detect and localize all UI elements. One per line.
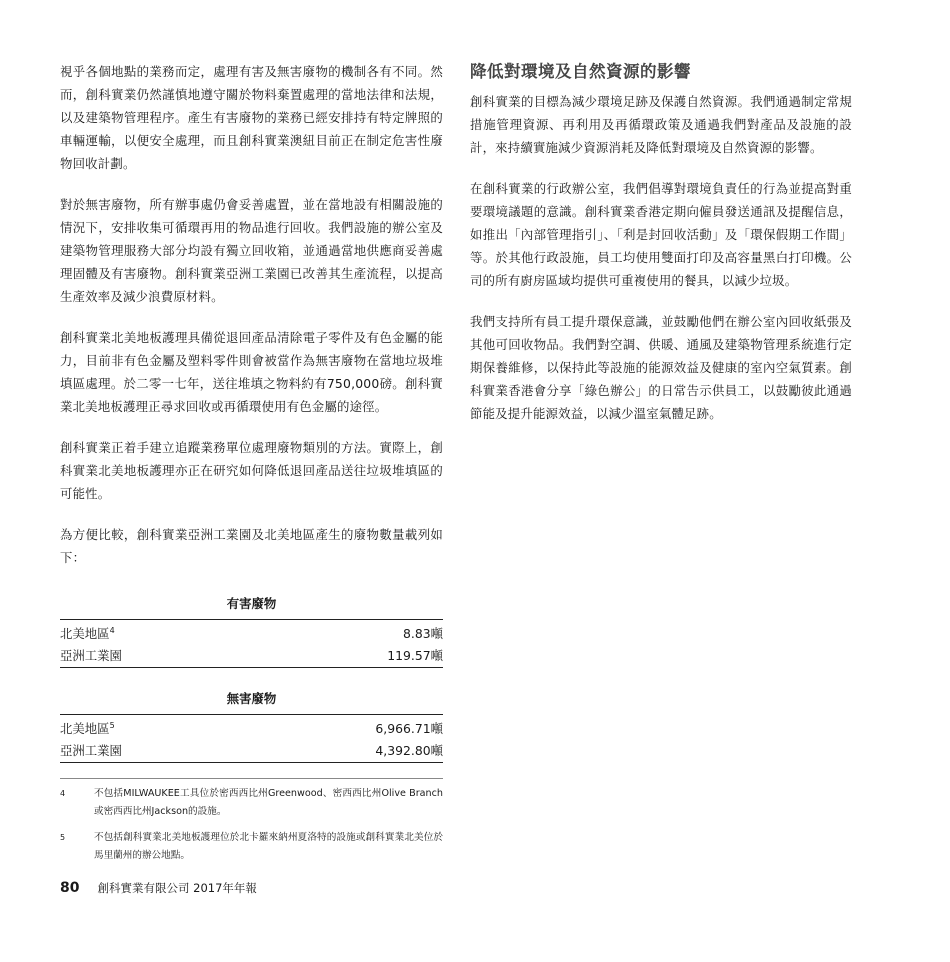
paragraph: 創科實業的目標為減少環境足跡及保護自然資源。我們通過制定常規措施管理資源、再利用及再循環政策及通過我們對產品及設施的設計，來持續實施減少資源消耗及降低對環境及自然資源的影響。 (470, 94, 852, 155)
paragraph: 在創科實業的行政辦公室，我們倡導對環境負責任的行為並提高對重要環境議題的意識。創科實業香港定期向僱員發送通訊及提醒信息，如推出「內部管理指引」、「利是封回收活動」及「環保假期工作間」等。於其他行政設施，員工均使用雙面打印及高容量黑白打印機。公司的所有廚房區域均提供可重複使用的餐具，以減少垃圾。 (470, 181, 852, 288)
section-heading: 降低對環境及自然資源的影響 (470, 62, 691, 81)
paragraph: 我們支持所有員工提升環保意識，並鼓勵他們在辦公室內回收紙張及其他可回收物品。我們對空調、供暖、通風及建築物管理系統進行定期保養維修，以保持此等設施的能源效益及健康的室內空氣質素。創科實業香港會分享「綠色辦公」的日常告示供員工，以鼓勵彼此通過節能及提升能源效益，以減少溫室氣體足跡。 (470, 314, 852, 421)
row-label: 北美地區$^5$ (60, 720, 115, 736)
paragraph: 視乎各個地點的業務而定，處理有害及無害廢物的機制各有不同。然而，創科實業仍然謹慎地遵守關於物料棄置處理的當地法律和法規，以及建築物管理程序。產生有害廢物的業務已經安排持有特定牌照的車輛運輸，以便安全處理，而且創科實業澳紐目前正在制定危害性廢物回收計劃。 (60, 64, 443, 171)
row-value: 119.57噸 (387, 648, 443, 663)
footnote-number: 4 (60, 789, 66, 798)
hazardous-waste-table (60, 595, 443, 668)
page-footer (60, 880, 257, 896)
paragraph: 對於無害廢物，所有辦事處仍會妥善處置，並在當地設有相關設施的情況下，安排收集可循環再用的物品進行回收。我們設施的辦公室及建築物管理服務大部分均設有獨立回收箱，並通過當地供應商妥善處理固體及有害廢物。創科實業亞洲工業園已改善其生產流程，以提高生產效率及減少浪費原材料。 (60, 197, 443, 304)
table-row (60, 718, 443, 740)
footnote (60, 829, 443, 865)
row-value: 8.83噸 (403, 626, 443, 641)
page-number: 80 (60, 880, 80, 896)
row-value: 4,392.80噸 (375, 743, 443, 758)
table-row (60, 623, 443, 645)
non-hazardous-waste-table (60, 690, 443, 763)
table-row (60, 645, 443, 668)
footnote-text: 不包括創科實業北美地板護理位於北卡羅來納州夏洛特的設施或創科實業北美位於馬里蘭州的辦公地點。 (94, 832, 443, 861)
footnote-number: 5 (60, 833, 66, 842)
right-column (470, 60, 852, 443)
footer-text: 創科實業有限公司 2017年年報 (97, 881, 257, 895)
paragraph: 為方便比較，創科實業亞洲工業園及北美地區產生的廢物數量載列如下： (60, 527, 443, 565)
row-label: 北美地區$^4$ (60, 625, 115, 641)
footnote-text: 不包括MILWAUKEE工具位於密西西比州Greenwood、密西西比州Olive Branch或密西西比州Jackson的設施。 (94, 788, 443, 817)
table-title: 無害廢物 (60, 690, 443, 715)
footnotes (60, 778, 443, 873)
paragraph: 創科實業正着手建立追蹤業務單位處理廢物類別的方法。實際上，創科實業北美地板護理亦正在研究如何降低退回產品送往垃圾堆填區的可能性。 (60, 440, 443, 501)
table-title: 有害廢物 (60, 595, 443, 620)
footnote (60, 785, 443, 821)
row-label: 亞洲工業園 (60, 648, 122, 663)
table-row (60, 740, 443, 763)
left-column (60, 60, 443, 785)
row-value: 6,966.71噸 (375, 721, 443, 736)
paragraph: 創科實業北美地板護理具備從退回產品清除電子零件及有色金屬的能力，目前非有色金屬及塑料零件則會被當作為無害廢物在當地垃圾堆填區處理。於二零一七年，送往堆填之物料約有750,000磅。創科實業北美地板護理正尋求回收或再循環使用有色金屬的途徑。 (60, 330, 443, 414)
footnote-ref: 5 (109, 720, 115, 730)
row-label: 亞洲工業園 (60, 743, 122, 758)
footnote-ref: 4 (109, 625, 115, 635)
